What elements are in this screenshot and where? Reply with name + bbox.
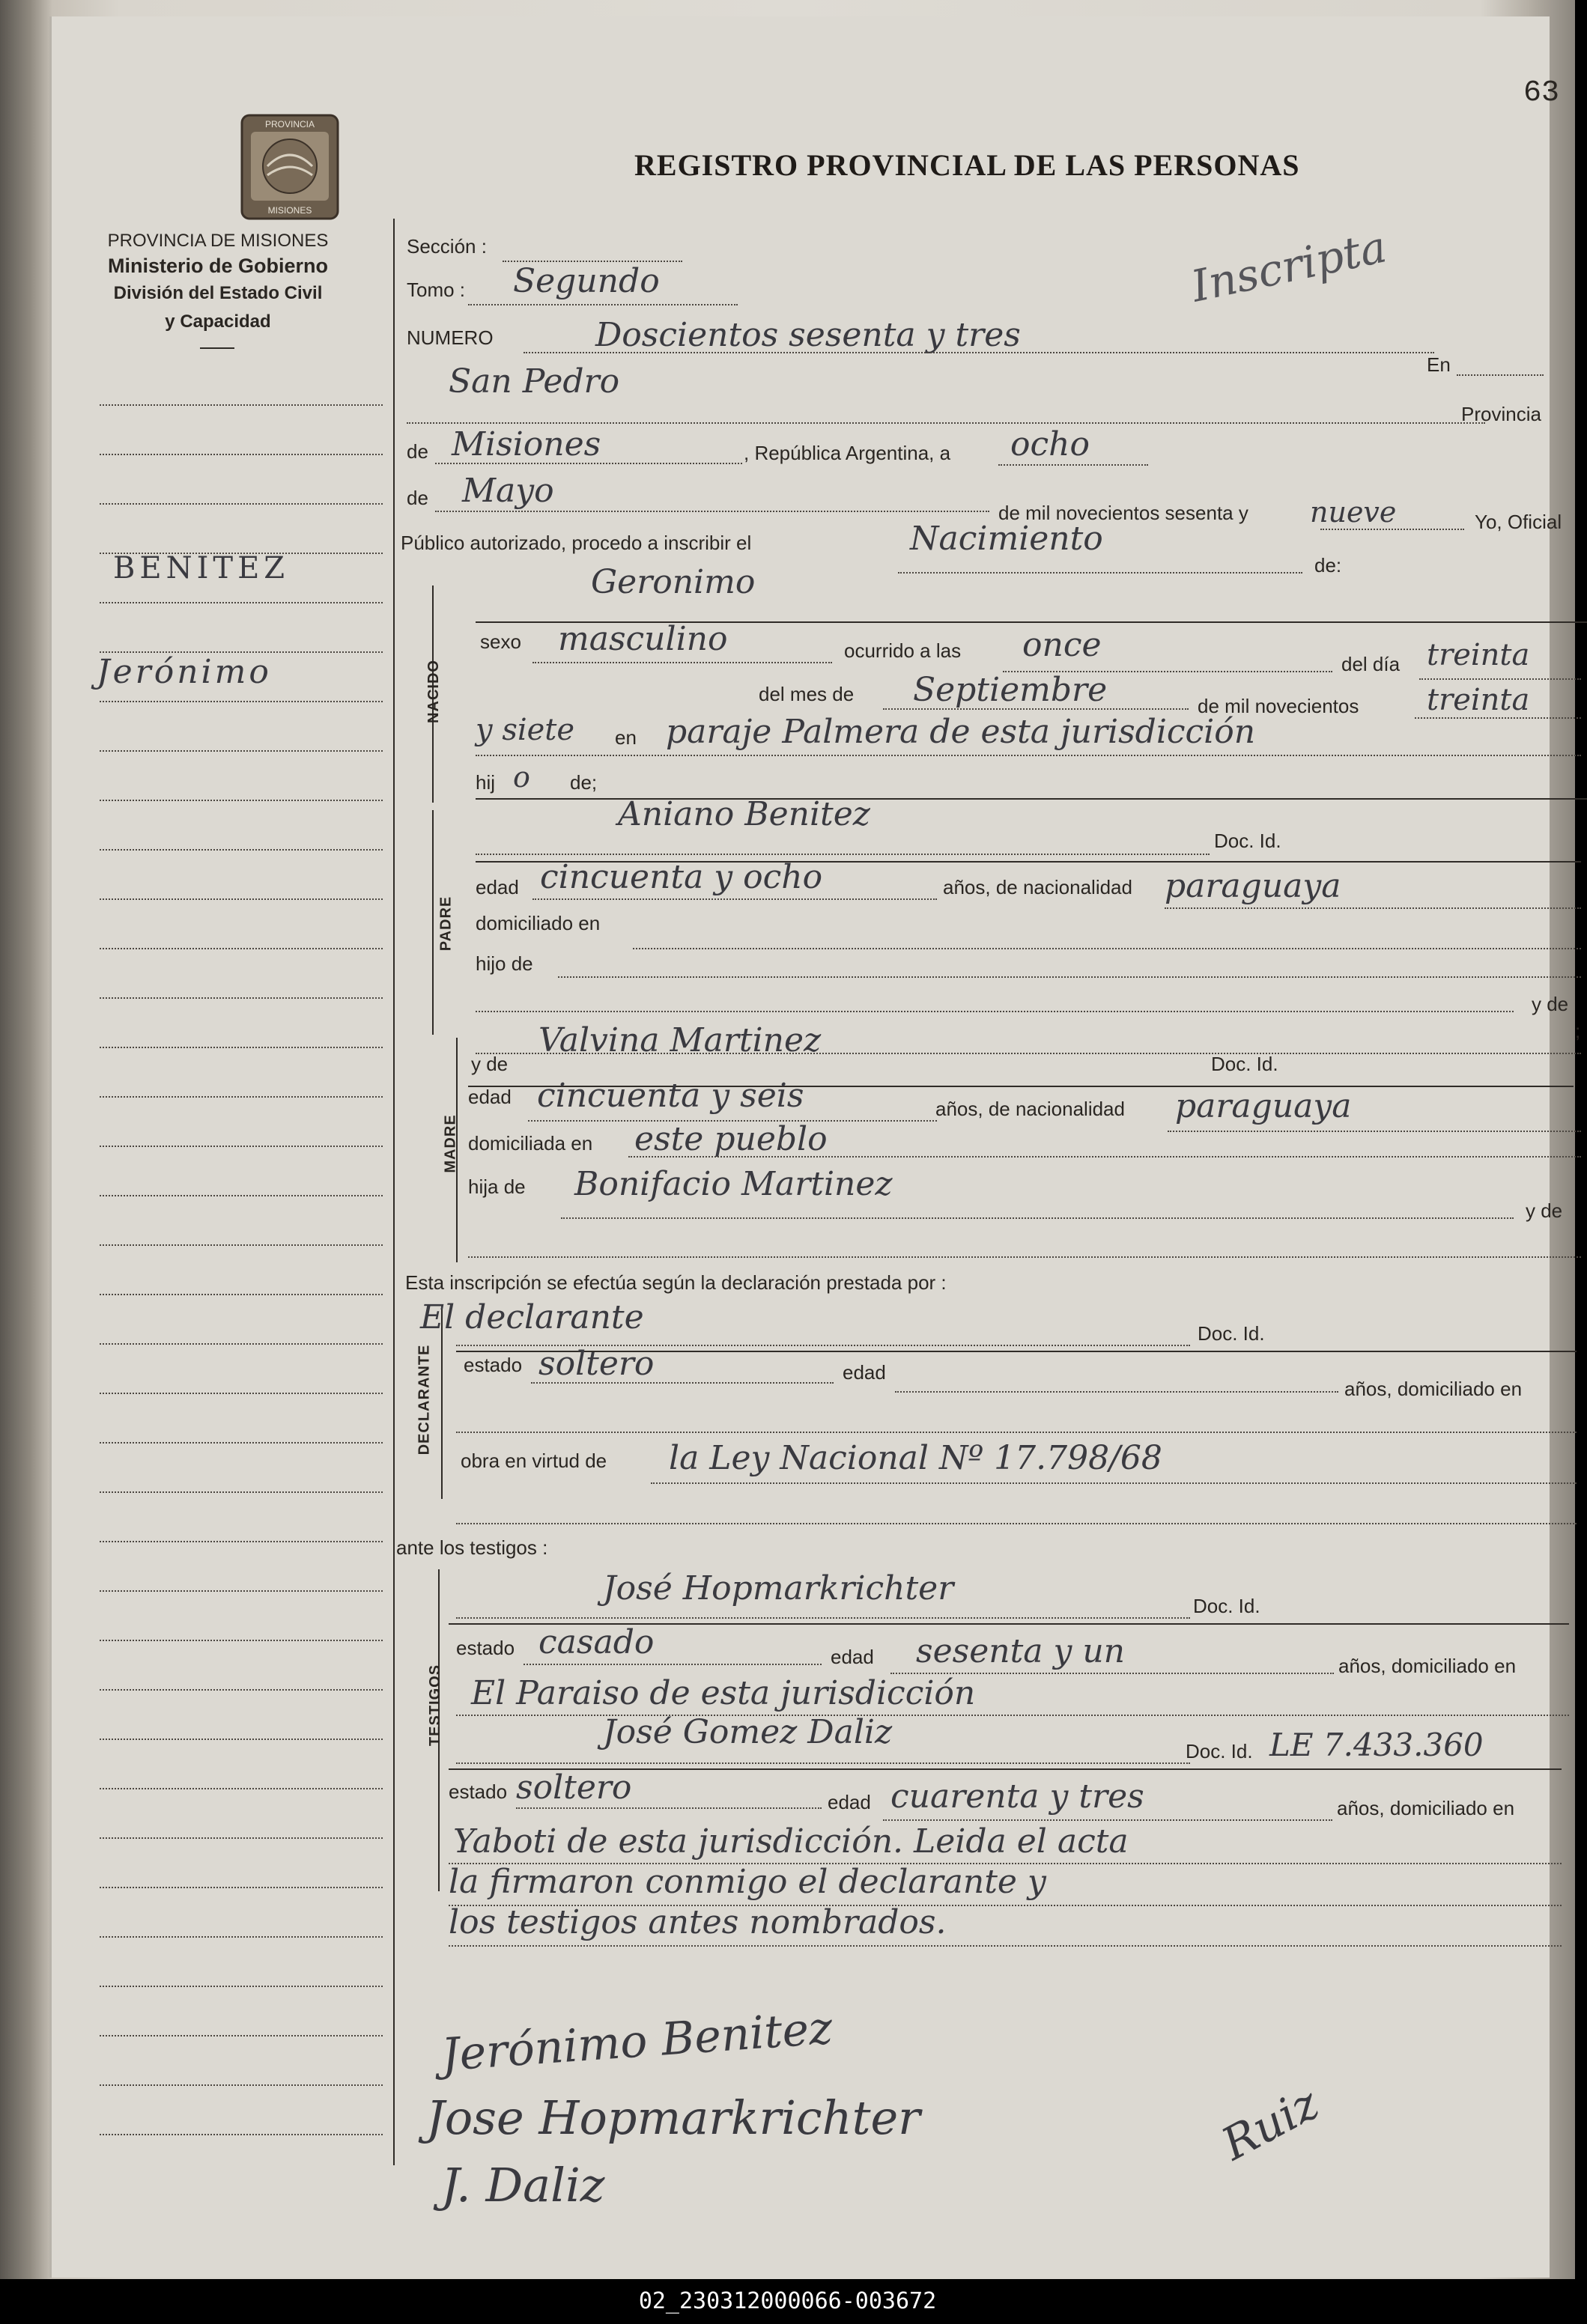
publico-label: Público autorizado, procedo a inscribir el <box>401 532 752 554</box>
testigo1-estado-value: casado <box>538 1623 655 1661</box>
capacidad-heading: y Capacidad <box>165 311 271 332</box>
main-vertical-rule <box>393 219 395 2165</box>
declarante-estado-line <box>531 1382 834 1384</box>
margin-dotted-line <box>100 2084 383 2086</box>
margin-given-name: Jerónimo <box>97 653 272 691</box>
margin-dotted-line <box>100 602 383 603</box>
obra-line <box>651 1482 1577 1484</box>
testigo2-estado-value: soltero <box>516 1768 632 1807</box>
madre-bottom-line <box>468 1256 1581 1258</box>
margin-dotted-line <box>100 948 383 949</box>
en2-label: en <box>615 726 637 749</box>
nacido-side-label: NACIDO <box>425 660 442 723</box>
mes-nac-line <box>883 708 1189 710</box>
en-line <box>1457 374 1544 376</box>
tomo-label: Tomo : <box>407 279 466 301</box>
acto-line <box>898 572 1302 574</box>
testigo2-edad-value: cuarenta y tres <box>890 1777 1144 1816</box>
hij-suffix: o <box>513 761 530 794</box>
madre-domicilio-label: domiciliada en <box>468 1132 593 1155</box>
numero-label: NUMERO <box>407 326 494 349</box>
margin-dotted-line <box>100 1343 383 1345</box>
de2-label: de <box>407 487 428 509</box>
de3-label: de: <box>1314 554 1342 577</box>
margin-dotted-line <box>100 750 383 752</box>
anio-line <box>1320 529 1464 530</box>
mes-line <box>435 511 989 512</box>
madre-edad-value: cincuenta y seis <box>537 1077 804 1115</box>
testigo2-value: José Gomez Daliz <box>603 1713 893 1751</box>
testigo1-line <box>456 1617 1190 1619</box>
testigo1-dom-label: años, domiciliado en <box>1338 1655 1517 1677</box>
margin-dotted-line <box>100 454 383 455</box>
register-page <box>49 16 1581 2278</box>
margin-dotted-line <box>100 404 383 406</box>
seal-top-text: PROVINCIA <box>264 119 315 130</box>
margin-dotted-line <box>100 1244 383 1246</box>
padre-nombre-line <box>476 854 1210 855</box>
padre-domicilio-line <box>633 948 1581 949</box>
lugar-nac-value: paraje Palmera de esta jurisdicción <box>666 713 1256 751</box>
margin-dotted-line <box>100 2134 383 2135</box>
padre-hijo-line2 <box>476 1011 1514 1012</box>
margin-dotted-line <box>100 1195 383 1196</box>
margin-dotted-line <box>100 1294 383 1295</box>
header-rule <box>200 347 234 349</box>
cierre-line1: la firmaron conmigo el declarante y <box>449 1863 1046 1901</box>
margin-dotted-line <box>100 1590 383 1592</box>
madre-domicilio-line <box>628 1156 1581 1158</box>
declarante-estado-label: estado <box>464 1354 523 1376</box>
testigo2-domicilio-value: Yaboti de esta jurisdicción. Leida el acta <box>453 1822 1129 1861</box>
margin-dotted-line <box>100 1442 383 1444</box>
margin-surname: BENITEZ <box>113 551 290 585</box>
province-heading: PROVINCIA DE MISIONES <box>107 231 329 251</box>
page-title: REGISTRO PROVINCIAL DE LAS PERSONAS <box>634 148 1300 182</box>
tomo-value: Segundo <box>513 262 660 300</box>
padre-nac-line <box>1165 907 1581 909</box>
obra-label: obra en virtud de <box>461 1450 607 1472</box>
padre-edad-value: cincuenta y ocho <box>540 858 823 896</box>
declaracion-label: Esta inscripción se efectúa según la declaración prestada por : <box>405 1271 947 1294</box>
obra-value: la Ley Nacional Nº 17.798/68 <box>669 1439 1162 1477</box>
testigo1-estado-label: estado <box>456 1637 515 1659</box>
acto-value: Nacimiento <box>910 520 1103 558</box>
padre-edad-line <box>532 898 937 900</box>
testigo1-edad-value: sesenta y un <box>916 1632 1125 1670</box>
del-mes-label: del mes de <box>759 683 855 705</box>
margin-dotted-line <box>100 849 383 851</box>
padre-hijo-line <box>558 976 1581 978</box>
declarante-doc-label: Doc. Id. <box>1198 1322 1265 1345</box>
margin-dotted-line <box>100 1837 383 1839</box>
dia-value: ocho <box>1010 425 1090 463</box>
madre-y-de-end-label: y de <box>1526 1199 1563 1222</box>
en-label: En <box>1427 353 1451 376</box>
signature-oficial: Ruiz <box>1213 2077 1328 2171</box>
madre-hija-line <box>561 1217 1514 1219</box>
testigo1-doc-label: Doc. Id. <box>1193 1595 1260 1617</box>
margin-dotted-line <box>100 1788 383 1789</box>
sexo-value: masculino <box>558 620 728 658</box>
margin-dotted-line <box>100 1689 383 1691</box>
padre-doc-label: Doc. Id. <box>1214 830 1281 852</box>
mil-label: de mil novecientos sesenta y <box>998 502 1248 524</box>
hij-label: hij <box>476 771 496 794</box>
testigo2-line <box>456 1762 1190 1764</box>
padre-hijo-label: hijo de <box>476 952 533 975</box>
madre-side-label: MADRE <box>442 1114 459 1173</box>
margin-dotted-line <box>100 997 383 999</box>
seal-bottom-text: MISIONES <box>267 205 312 216</box>
madre-nombre-value: Valvina Martinez <box>538 1021 822 1059</box>
lugar-value: San Pedro <box>449 362 620 401</box>
testigos-side-label: TESTIGOS <box>427 1664 444 1747</box>
anio-nac-a-line <box>1415 717 1581 719</box>
margin-dotted-line <box>100 1936 383 1938</box>
margin-dotted-line <box>100 1047 383 1048</box>
margin-dotted-line <box>100 898 383 900</box>
margin-dotted-line <box>100 1986 383 1987</box>
de-label: de <box>407 440 428 463</box>
declarante-value: El declarante <box>420 1298 644 1336</box>
testigo2-doc-value: LE 7.433.360 <box>1269 1727 1484 1763</box>
nombre-value: Geronimo <box>591 563 756 601</box>
declarante-dom-line <box>456 1432 1577 1433</box>
madre-hija-label: hija de <box>468 1175 526 1198</box>
ministry-heading: Ministerio de Gobierno <box>107 255 329 277</box>
mes-value: Mayo <box>462 472 554 510</box>
padre-y-de-label: y de <box>1532 993 1569 1015</box>
madre-nacionalidad-value: paraguaya <box>1175 1087 1352 1125</box>
de4-label: de; <box>570 771 598 794</box>
testigo1-value: José Hopmarkrichter <box>603 1569 954 1607</box>
testigo1-domicilio-value: El Paraiso de esta jurisdicción <box>471 1674 976 1712</box>
madre-doc-label: Doc. Id. <box>1211 1053 1278 1075</box>
margin-dotted-line <box>100 1887 383 1888</box>
provincia-value: Misiones <box>452 425 601 463</box>
dia-nac-line <box>1419 678 1581 680</box>
margin-dotted-line <box>100 2035 383 2036</box>
testigo2-doc-label: Doc. Id. <box>1186 1740 1253 1762</box>
lugar-nac-line <box>476 755 1581 756</box>
sexo-label: sexo <box>480 630 521 653</box>
declarante-edad-label: edad <box>843 1361 886 1384</box>
madre-padre-value: Bonifacio Martinez <box>574 1165 893 1203</box>
madre-y-de-label: y de <box>471 1053 509 1075</box>
numero-value: Doscientos sesenta y tres <box>595 316 1021 354</box>
madre-semicolon: ; <box>1575 1020 1581 1042</box>
dia-line <box>998 464 1148 466</box>
testigo1-edad-label: edad <box>831 1646 874 1668</box>
yo-oficial-label: Yo, Oficial <box>1475 511 1562 533</box>
del-dia-label: del día <box>1341 653 1401 675</box>
mes-nac-value: Septiembre <box>913 671 1108 709</box>
provincia-line <box>435 463 742 464</box>
declarante-side-label: DECLARANTE <box>416 1344 433 1455</box>
padre-nacionalidad-value: paraguaya <box>1165 867 1341 905</box>
testigo2-edad-label: edad <box>828 1791 871 1813</box>
margin-dotted-line <box>100 1640 383 1641</box>
madre-nac-label: años, de nacionalidad <box>935 1098 1125 1120</box>
declarante-estado-value: soltero <box>538 1345 655 1383</box>
padre-rule <box>432 810 434 1035</box>
margin-dotted-line <box>100 503 383 505</box>
testigo1-estado-line <box>524 1664 822 1665</box>
declarante-bottom-line <box>456 1523 1577 1524</box>
anio-nac-a-value: treinta <box>1427 683 1530 717</box>
lugar-line <box>407 422 1485 424</box>
declarante-dom-label: años, domiciliado en <box>1344 1378 1523 1400</box>
province-seal-icon <box>240 114 339 220</box>
inscripta-stamp: Inscripta <box>1186 221 1391 312</box>
hora-value: once <box>1022 626 1102 664</box>
testigos-label: ante los testigos : <box>396 1536 548 1559</box>
margin-dotted-line <box>100 1096 383 1098</box>
madre-nac-line <box>1168 1131 1581 1132</box>
margin-dotted-line <box>100 701 383 702</box>
numero-line <box>524 352 1434 353</box>
sexo-line <box>532 662 832 663</box>
padre-domicilio-label: domiciliado en <box>476 912 601 934</box>
page-number: 63 <box>1523 76 1560 110</box>
margin-dotted-line <box>100 1541 383 1542</box>
padre-nombre-value: Aniano Benitez <box>618 795 870 833</box>
image-id-caption: 02_230312000066-003672 <box>0 2279 1575 2324</box>
testigo2-estado-label: estado <box>449 1780 508 1803</box>
signature-testigo2: J. Daliz <box>441 2158 605 2212</box>
cierre-line2-rule <box>449 1945 1562 1947</box>
margin-dotted-line <box>100 1393 383 1394</box>
testigo2-dom-label: años, domiciliado en <box>1337 1797 1515 1819</box>
cierre-line2: los testigos antes nombrados. <box>449 1903 947 1941</box>
dia-nac-value: treinta <box>1427 638 1530 672</box>
tomo-line <box>468 304 738 305</box>
madre-domicilio-value: este pueblo <box>634 1120 828 1158</box>
testigo2-estado-line <box>516 1807 822 1809</box>
margin-dotted-line <box>100 800 383 801</box>
provincia-label: Provincia <box>1461 403 1541 425</box>
republica-label: , República Argentina, a <box>744 442 951 464</box>
signature-declarante: Jerónimo Benitez <box>440 2001 834 2082</box>
ocurrido-label: ocurrido a las <box>844 639 962 662</box>
madre-edad-label: edad <box>468 1086 512 1108</box>
seccion-label: Sección : <box>407 235 487 258</box>
signature-testigo1: Jose Hopmarkrichter <box>426 2090 920 2145</box>
anio-value: nueve <box>1310 496 1397 529</box>
margin-dotted-line <box>100 1739 383 1740</box>
padre-side-label: PADRE <box>437 895 455 952</box>
declarante-edad-line <box>895 1391 1338 1393</box>
margin-dotted-line <box>100 1491 383 1493</box>
margin-dotted-line <box>100 1146 383 1147</box>
padre-nac-label: años, de nacionalidad <box>943 876 1132 898</box>
de-mil-label: de mil novecientos <box>1198 695 1359 717</box>
anio-nac-b-value: y siete <box>476 713 575 747</box>
padre-edad-label: edad <box>476 876 519 898</box>
testigo2-edad-line <box>883 1819 1332 1821</box>
division-heading: División del Estado Civil <box>113 283 323 303</box>
